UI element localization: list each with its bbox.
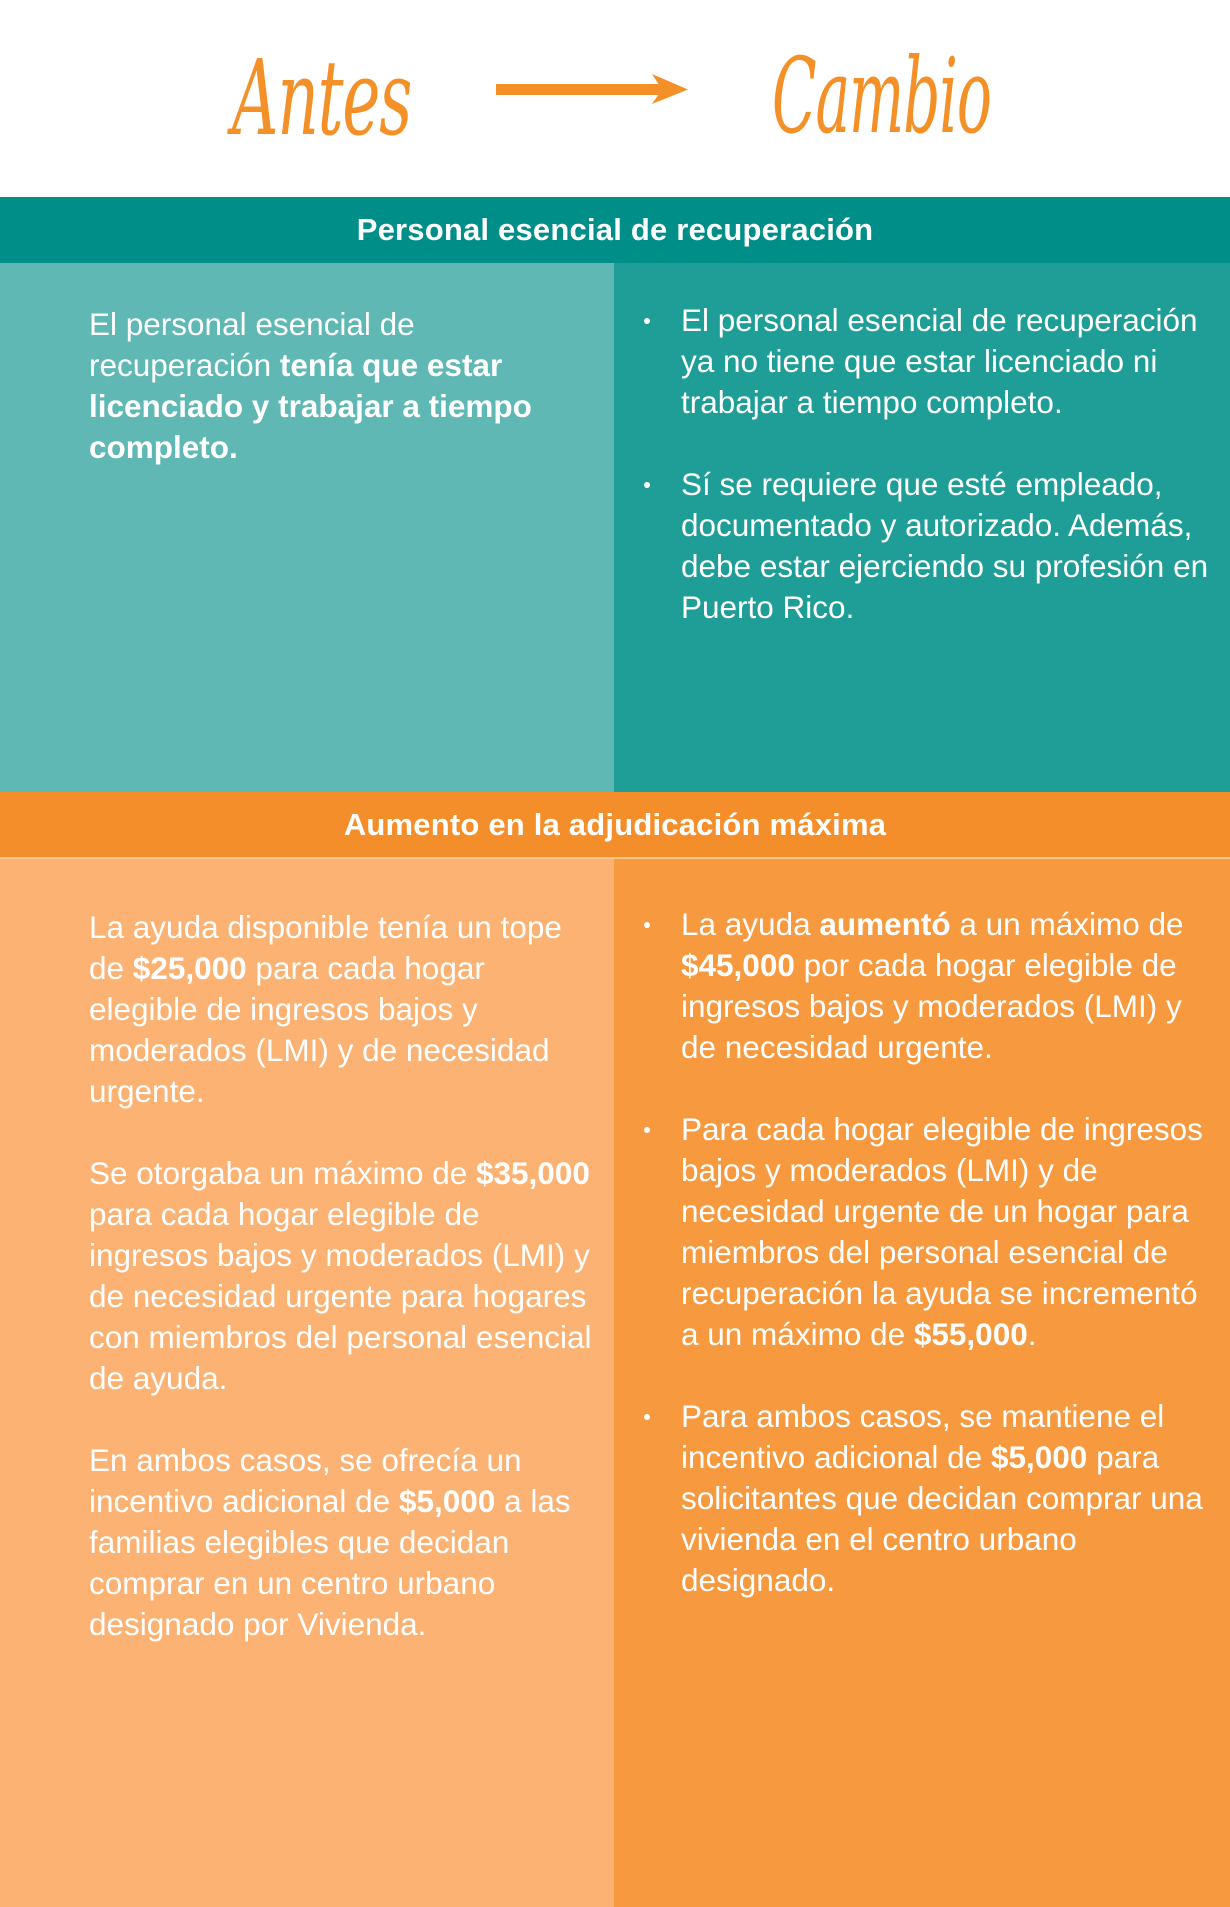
- text-run: Para cada hogar elegible de ingresos bajos y moderados (LMI) y de necesidad urgente de un hogar para miembros del personal esencial de recuperación la ayuda se incrementó a un máximo de: [681, 1111, 1203, 1352]
- section-title-personal-esencial: Personal esencial de recuperación: [0, 197, 1230, 263]
- right-arrow-icon: [494, 70, 690, 110]
- bold-text-run: tenía que estar licenciado y trabajar a tiempo completo.: [89, 347, 532, 465]
- bold-amount: $25,000: [132, 950, 247, 986]
- change-bullet-list: [614, 904, 1210, 1601]
- text-run: para cada hogar elegible de ingresos bajos y moderados (LMI) y de necesidad urgente para hogares con miembros del personal esencial de ayuda.: [89, 1196, 592, 1396]
- text-run: por cada hogar elegible de ingresos bajos y moderados (LMI) y de necesidad urgente.: [681, 947, 1182, 1065]
- after-column-personal-esencial: [614, 263, 1230, 792]
- before-paragraph: [89, 907, 594, 1112]
- bullet-dot-icon: [644, 482, 650, 488]
- after-label: Cambio: [772, 35, 991, 157]
- text-run: La ayuda disponible tenía un tope de: [89, 909, 562, 986]
- text-run: La ayuda: [681, 906, 820, 942]
- bold-amount: $5,000: [398, 1483, 496, 1519]
- change-bullet-list: [614, 300, 1210, 628]
- text-run: para cada hogar elegible de ingresos bajos y moderados (LMI) y de necesidad urgente.: [89, 950, 550, 1109]
- text-run: El personal esencial de recuperación ya no tiene que estar licenciado ni trabajar a tiempo completo.: [681, 302, 1198, 420]
- bullet-dot-icon: [644, 1414, 650, 1420]
- hero-header: [0, 0, 1230, 197]
- section-title-aumento-adjudicacion: Aumento en la adjudicación máxima: [0, 792, 1230, 859]
- after-column-aumento-adjudicacion: [614, 859, 1230, 1907]
- change-bullet: [614, 904, 1210, 1068]
- text-run: En ambos casos, se ofrecía un incentivo adicional de: [89, 1442, 522, 1519]
- change-bullet: [614, 1396, 1210, 1601]
- text-run: .: [1027, 1316, 1037, 1352]
- bold-amount: $55,000: [913, 1316, 1028, 1352]
- before-paragraph: [89, 1440, 594, 1645]
- bullet-dot-icon: [644, 318, 650, 324]
- change-bullet: [614, 300, 1210, 423]
- text-run: El personal esencial de recuperación: [89, 306, 415, 383]
- bold-amount: $35,000: [475, 1155, 590, 1191]
- bullet-dot-icon: [644, 922, 650, 928]
- bullet-dot-icon: [644, 1127, 650, 1133]
- text-run: a un máximo de: [950, 906, 1184, 942]
- text-run: a las familias elegibles que decidan comprar en un centro urbano designado por Vivienda.: [89, 1483, 571, 1642]
- change-bullet: [614, 464, 1210, 628]
- text-run: para solicitantes que decidan comprar una vivienda en el centro urbano designado.: [681, 1439, 1203, 1598]
- before-paragraph: [89, 1153, 594, 1399]
- text-run: Sí se requiere que esté empleado, documentado y autorizado. Además, debe estar ejerciendo su profesión en Puerto Rico.: [681, 466, 1209, 625]
- before-column-aumento-adjudicacion: [0, 859, 614, 1907]
- change-bullet: [614, 1109, 1210, 1355]
- before-label: Antes: [232, 37, 412, 159]
- before-column-personal-esencial: [0, 263, 614, 792]
- bold-amount: $5,000: [990, 1439, 1088, 1475]
- text-run: Se otorgaba un máximo de: [89, 1155, 476, 1191]
- bold-text-run: aumentó: [819, 906, 951, 942]
- before-paragraph: [89, 304, 584, 468]
- bold-amount: $45,000: [681, 947, 795, 983]
- text-run: Para ambos casos, se mantiene el incentivo adicional de: [681, 1398, 1165, 1475]
